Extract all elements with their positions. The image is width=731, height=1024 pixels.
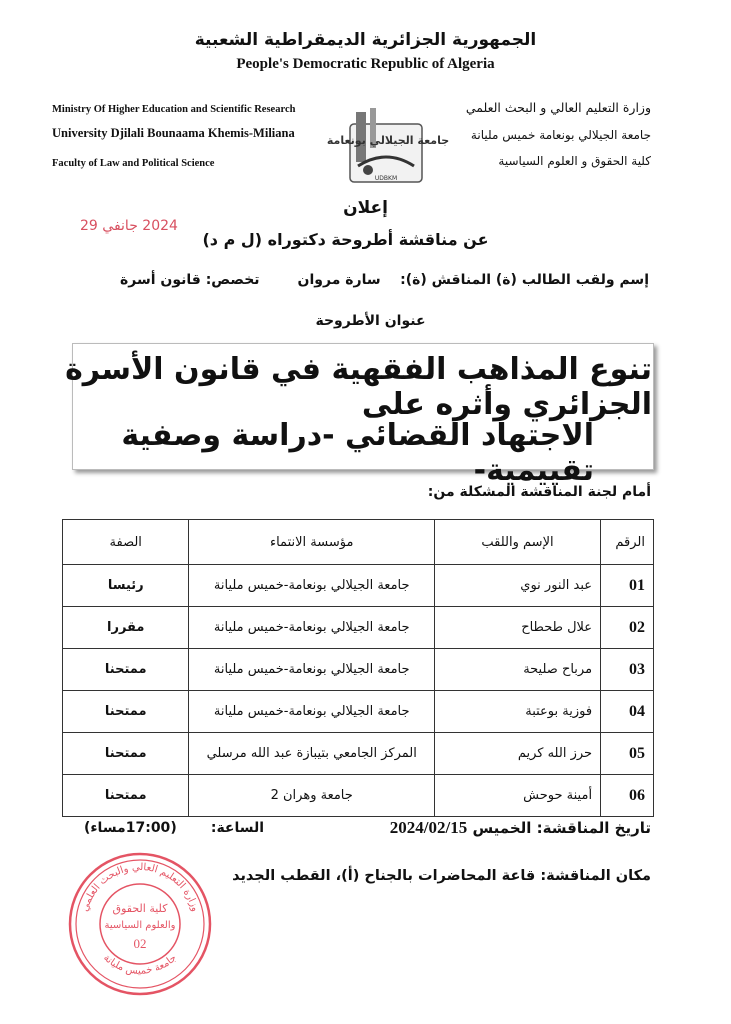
header-name: الإسم واللقب — [434, 520, 600, 565]
row-num: 05 — [601, 733, 654, 775]
university-english: University Djilali Bounaama Khemis-Miliana — [52, 126, 295, 140]
official-seal — [66, 850, 214, 998]
row-num: 06 — [601, 775, 654, 817]
seal-inner-line-2: والعلوم السياسية — [104, 920, 176, 931]
defense-date-value: 2024/02/15 — [389, 818, 468, 837]
row-num: 04 — [601, 691, 654, 733]
ministry-arabic: وزارة التعليم العالي و البحث العلمي — [465, 100, 651, 115]
announcement-title: إعلان — [343, 198, 388, 218]
student-name: سارة مروان — [297, 272, 381, 288]
row-role: ممتحنا — [63, 691, 189, 733]
header-institution: مؤسسة الانتماء — [189, 520, 434, 565]
faculty-arabic: كلية الحقوق و العلوم السياسية — [498, 154, 651, 168]
defense-place-line — [232, 868, 651, 884]
row-role: ممتحنا — [63, 733, 189, 775]
header-role: الصفة — [63, 520, 189, 565]
defense-time-label: الساعة: — [210, 820, 265, 836]
announcement-subtitle: عن مناقشة أطروحة دكتوراه (ل م د) — [202, 230, 489, 249]
thesis-title-line-2: الاجتهاد القضائي -دراسة وصفية تقييمية- — [121, 418, 594, 488]
logo-subtext: UDBKM — [374, 175, 398, 182]
row-institution: جامعة الجيلالي بونعامة-خميس مليانة — [189, 649, 434, 691]
row-role: ممتحنا — [63, 649, 189, 691]
committee-table — [62, 519, 654, 817]
seal-outer-text: وزارة التعليم العالي والبحث العلمي — [79, 861, 201, 913]
row-institution: جامعة الجيلالي بونعامة-خميس مليانة — [189, 607, 434, 649]
committee-label: أمام لجنة المناقشة المشكلة من: — [427, 484, 651, 500]
row-name: علال طحطاح — [434, 607, 600, 649]
received-date-stamp: 2024 جانفي 29 — [80, 218, 178, 234]
specialization-label: تخصص: — [205, 272, 260, 288]
specialization-value: قانون أسرة — [120, 272, 201, 288]
defense-place-label: مكان المناقشة: — [540, 868, 651, 884]
row-institution: جامعة الجيلالي بونعامة-خميس مليانة — [189, 565, 434, 607]
republic-title-english: People's Democratic Republic of Algeria — [236, 56, 495, 72]
table-row — [63, 649, 654, 691]
table-header-row — [63, 520, 654, 565]
ministry-english: Ministry Of Higher Education and Scientific Research — [52, 104, 296, 115]
defense-time-value: (17:00مساء) — [84, 820, 177, 836]
faculty-english: Faculty of Law and Political Science — [52, 158, 215, 169]
row-institution: جامعة الجيلالي بونعامة-خميس مليانة — [189, 691, 434, 733]
seal-bottom-text: جامعة خميس مليانة — [101, 952, 179, 978]
logo-arabic-text: جامعة الجيلالي بونعامة — [326, 134, 450, 147]
row-role: مقررا — [63, 607, 189, 649]
thesis-label: عنوان الأطروحة — [315, 313, 426, 329]
row-name: مرباح صليحة — [434, 649, 600, 691]
row-institution: جامعة وهران 2 — [189, 775, 434, 817]
republic-title-arabic: الجمهورية الجزائرية الديمقراطية الشعبية — [194, 30, 537, 50]
specialization-line — [120, 272, 260, 288]
table-row — [63, 733, 654, 775]
defense-time-line — [84, 820, 264, 836]
university-logo — [326, 104, 450, 188]
row-name: حرز الله كريم — [434, 733, 600, 775]
thesis-title-line-1: تنوع المذاهب الفقهية في قانون الأسرة الجزائري وأثره على — [65, 352, 652, 422]
defense-place-value: قاعة المحاضرات بالجناح (أ)، القطب الجديد — [232, 868, 536, 884]
header-num: الرقم — [601, 520, 654, 565]
table-row — [63, 691, 654, 733]
table-row — [63, 607, 654, 649]
row-name: فوزية بوعتبة — [434, 691, 600, 733]
row-name: عبد النور نوي — [434, 565, 600, 607]
defense-date-line — [390, 818, 651, 838]
seal-number: 02 — [133, 936, 147, 951]
row-institution: المركز الجامعي بتيبازة عبد الله مرسلي — [189, 733, 434, 775]
table-row — [63, 775, 654, 817]
student-line — [298, 272, 649, 288]
row-role: رئيسا — [63, 565, 189, 607]
seal-inner-line-1: كلية الحقوق — [112, 902, 168, 915]
row-num: 03 — [601, 649, 654, 691]
table-row — [63, 565, 654, 607]
row-num: 02 — [601, 607, 654, 649]
row-role: ممتحنا — [63, 775, 189, 817]
row-num: 01 — [601, 565, 654, 607]
university-arabic: جامعة الجيلالي بونعامة خميس مليانة — [470, 128, 651, 142]
row-name: أمينة حوحش — [434, 775, 600, 817]
student-label: إسم ولقب الطالب (ة) المناقش (ة): — [400, 272, 649, 288]
defense-date-label: تاريخ المناقشة: الخميس — [472, 819, 651, 837]
